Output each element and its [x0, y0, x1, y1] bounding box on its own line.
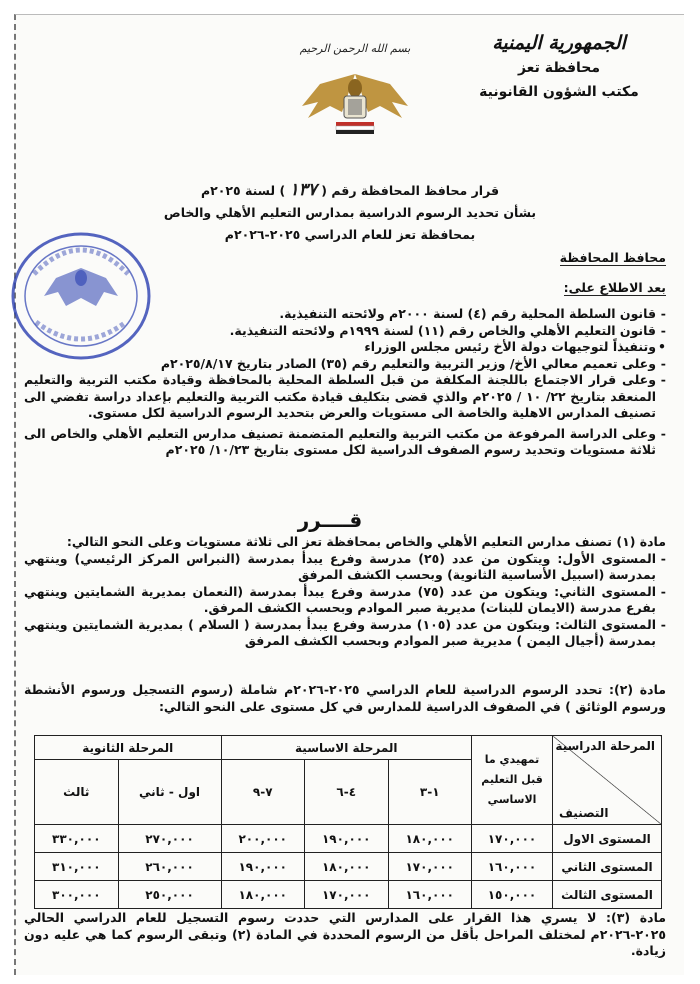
- review-heading: بعد الاطلاع على:: [563, 280, 666, 295]
- level-item: - المستوى الأول: ويتكون من عدد (٢٥) مدرسة وفرع يبدأ بمدرسة (النبراس المركز الرئيسي) وينتهي بمدرسة (اسبيل الأساسية الثانوية) وبحسب الكشف المرفق: [24, 551, 666, 584]
- review-item: • وتنفيذاً لتوجيهات دولة الأخ رئيس مجلس الوزراء: [24, 339, 666, 356]
- article-1-intro: مادة (١) تصنف مدارس التعليم الأهلي والخاص بمحافظة تعز الى ثلاثة مستويات وعلى النحو التالي:: [66, 534, 666, 549]
- fee-cell: ١٦٠,٠٠٠: [388, 881, 472, 909]
- basmala: بسم الله الرحمن الرحيم: [299, 42, 411, 55]
- letterhead: [474, 32, 644, 100]
- level-item: - المستوى الثاني: ويتكون من عدد (٧٥) مدرسة وفرع يبدأ بمدرسة (النعمان بمديرية الشمايتين وينتهي بفرع مدرسة (الايمان للبنات) مديرية صبر الموادم وبحسب الكشف المرفق.: [24, 584, 666, 617]
- corner-cell: [553, 736, 662, 825]
- fees-table: [34, 735, 662, 909]
- office-name: مكتب الشؤون القانونية: [479, 84, 639, 100]
- decree-subject: بشأن تحديد الرسوم الدراسية بمدارس التعليم الأهلي والخاص: [163, 205, 537, 220]
- fee-cell: ١٨٠,٠٠٠: [388, 825, 472, 853]
- title-prefix: قرار محافظ المحافظة رقم (: [321, 183, 500, 198]
- table-row: [35, 881, 662, 909]
- table-row: [35, 825, 662, 853]
- governorate-name: محافظة تعز: [517, 60, 601, 76]
- review-item: - قانون السلطة المحلية رقم (٤) لسنة ٢٠٠٠م ولائحته التنفيذية.: [24, 306, 666, 323]
- article-1: [24, 534, 666, 650]
- level-cell: المستوى الثالث: [553, 881, 662, 909]
- fee-cell: ٣٣٠,٠٠٠: [35, 825, 119, 853]
- table-header-row: [35, 736, 662, 760]
- level-cell: المستوى الثاني: [553, 853, 662, 881]
- article-3: مادة (٣): لا يسري هذا القرار على المدارس التي حددت رسوم التسجيل للعام الدراسي الحالي ٢٠٢٥-٢٠٢٦م لمختلف المراحل بأقل من الرسوم المحددة في المادة (٢) وتبقى الرسوم كما هي عليه دون زيادة.: [24, 910, 666, 958]
- grade-range-header: ٤-٦: [305, 760, 389, 825]
- review-list: [24, 306, 666, 459]
- fee-cell: ٣٠٠,٠٠٠: [35, 881, 119, 909]
- article-2: مادة (٢): تحدد الرسوم الدراسية للعام الدراسي ٢٠٢٥-٢٠٢٦م شاملة (رسوم التسجيل ورسوم الأنشطة ورسوم الوثائق ) في الصفوف الدراسية للمدارس في كل مستوى على النحو التالي:: [24, 682, 666, 714]
- fee-cell: ١٧٠,٠٠٠: [472, 825, 553, 853]
- fee-cell: ٢٦٠,٠٠٠: [118, 853, 221, 881]
- yemen-eagle-emblem-icon: [300, 66, 410, 136]
- grade-range-header: اول - ثاني: [118, 760, 221, 825]
- level-cell: المستوى الاول: [553, 825, 662, 853]
- decree-number: ١٣٧: [289, 180, 317, 200]
- fee-cell: ١٧٠,٠٠٠: [305, 881, 389, 909]
- secondary-stage-header: المرحلة الثانوية: [35, 736, 222, 760]
- fee-cell: ١٥٠,٠٠٠: [472, 881, 553, 909]
- fee-cell: ١٦٠,٠٠٠: [472, 853, 553, 881]
- fee-cell: ١٧٠,٠٠٠: [388, 853, 472, 881]
- preschool-header: تمهيدي ما قبل التعليم الاساسي: [472, 736, 553, 825]
- grade-range-header: ثالث: [35, 760, 119, 825]
- corner-top-label: المرحلة الدراسية: [555, 739, 655, 753]
- decision-heading: قــــرر: [297, 508, 363, 532]
- review-item: - وعلى الدراسة المرفوعة من مكتب التربية والتعليم المتضمنة تصنيف مدارس التعليم الأهلي والخاص الى ثلاثة مستويات وتحديد رسوم الصفوف الدراسية لكل مستوى بتاريخ ١٠/٢٣/ ٢٠٢٥م: [24, 426, 666, 459]
- review-item: - وعلى قرار الاجتماع باللجنة المكلفة من قبل السلطة المحلية بالمحافظة وقيادة مكتب التربية والتعليم المنعقد بتاريخ ٢٢/ ١٠ / ٢٠٢٥م والذي قضى بتكليف قيادة مكتب التربية والتعليم بإعداد دراسة تفضي الى تصنيف المدارس الاهلية والخاصة الى مستويات والعرض بتحديد الرسوم الدراسية لكل مستوى.: [24, 372, 666, 422]
- governor-heading: محافظ المحافظة: [559, 250, 666, 265]
- fee-cell: ١٩٠,٠٠٠: [221, 853, 305, 881]
- level-item: - المستوى الثالث: ويتكون من عدد (١٠٥) مدرسة وفرع يبدأ بمدرسة ( السلام ) بمديرية الشمايتين وينتهي بمدرسة (أجيال اليمن ) مديرية صبر الموادم وبحسب الكشف المرفق: [24, 617, 666, 650]
- fee-cell: ٢٧٠,٠٠٠: [118, 825, 221, 853]
- grade-range-header: ١-٣: [388, 760, 472, 825]
- fee-cell: ١٨٠,٠٠٠: [221, 881, 305, 909]
- grade-range-header: ٧-٩: [221, 760, 305, 825]
- corner-bottom-label: التصنيف: [559, 806, 609, 820]
- country-name: الجمهورية اليمنية: [492, 32, 626, 54]
- decree-year: بمحافظة تعز للعام الدراسي ٢٠٢٥-٢٠٢٦م: [224, 227, 476, 242]
- fee-cell: ٢٥٠,٠٠٠: [118, 881, 221, 909]
- title-suffix: ) لسنة ٢٠٢٥م: [200, 183, 286, 198]
- fee-cell: ١٨٠,٠٠٠: [305, 853, 389, 881]
- fee-cell: ٢٠٠,٠٠٠: [221, 825, 305, 853]
- fee-cell: ٣١٠,٠٠٠: [35, 853, 119, 881]
- table-row: [35, 853, 662, 881]
- fee-cell: ١٩٠,٠٠٠: [305, 825, 389, 853]
- basic-stage-header: المرحلة الاساسية: [221, 736, 472, 760]
- review-item: - قانون التعليم الأهلي والخاص رقم (١١) لسنة ١٩٩٩م ولائحته التنفيذية.: [24, 323, 666, 340]
- decree-title: [150, 180, 550, 200]
- review-item: - وعلى تعميم معالي الأخ/ وزير التربية والتعليم رقم (٣٥) الصادر بتاريخ ٢٠٢٥/٨/١٧م: [24, 356, 666, 373]
